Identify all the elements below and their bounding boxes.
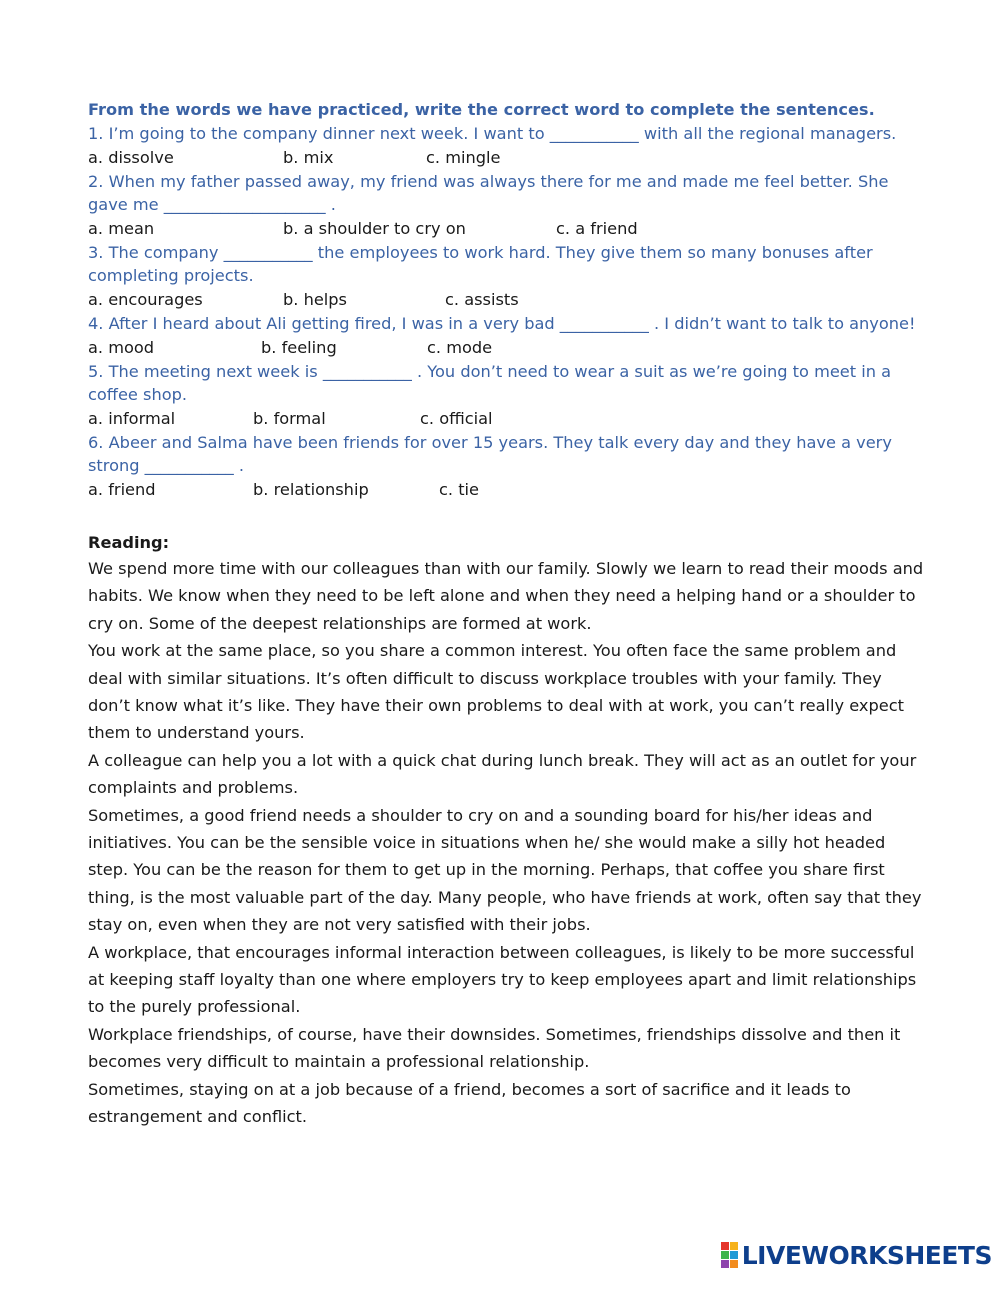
logo-text: LIVEWORKSHEETS	[741, 1240, 992, 1270]
option-c[interactable]: c. tie	[439, 479, 479, 499]
question-4	[88, 312, 928, 360]
option-a[interactable]: a. friend	[88, 479, 156, 499]
answer-options	[88, 217, 928, 241]
option-a[interactable]: a. informal	[88, 408, 176, 428]
question-text: 1. I’m going to the company dinner next week. I want to ___________ with all the regional managers.	[88, 124, 897, 143]
question-text: 5. The meeting next week is ___________ . You don’t need to wear a suit as we’re going to meet in a coffee shop.	[88, 361, 892, 405]
worksheet-page	[88, 98, 928, 1130]
reading-paragraph: A colleague can help you a lot with a quick chat during lunch break. They will act as an outlet for your complaints and problems.	[88, 750, 917, 798]
question-6	[88, 431, 928, 502]
reading-title: Reading:	[88, 532, 170, 552]
reading-paragraph: We spend more time with our colleagues than with our family. Slowly we learn to read their moods and habits. We know when they need to be left alone and when they need a helping hand or a shoulder to cry on. Some of the deepest relationships are formed at work.	[88, 558, 924, 633]
option-c[interactable]: c. mingle	[426, 147, 501, 167]
answer-options	[88, 336, 928, 360]
answer-options	[88, 478, 928, 502]
question-2	[88, 170, 928, 241]
reading-paragraph: Sometimes, staying on at a job because of a friend, becomes a sort of sacrifice and it leads to estrangement and conflict.	[88, 1079, 851, 1127]
option-a[interactable]: a. mood	[88, 337, 155, 357]
reading-passage	[88, 555, 928, 1131]
option-c[interactable]: c. assists	[445, 289, 519, 309]
answer-options	[88, 146, 928, 170]
logo-blocks-icon	[721, 1242, 738, 1268]
question-5	[88, 360, 928, 431]
option-b[interactable]: b. relationship	[253, 479, 369, 499]
answer-options	[88, 288, 928, 312]
reading-paragraph: Sometimes, a good friend needs a shoulder to cry on and a sounding board for his/her ideas and initiatives. You can be the sensible voice in situations when he/ she would make a silly hot headed step. You can be the reason for them to get up in the morning. Perhaps, that coffee you share first thing, is the most valuable part of the day. Many people, who have friends at work, often say that they stay on, even when they are not very satisfied with their jobs.	[88, 805, 922, 935]
option-b[interactable]: b. formal	[253, 408, 326, 428]
answer-options	[88, 407, 928, 431]
reading-paragraph: Workplace friendships, of course, have their downsides. Sometimes, friendships dissolve and then it becomes very difficult to maintain a professional relationship.	[88, 1024, 901, 1072]
option-c[interactable]: c. official	[420, 408, 493, 428]
reading-paragraph: You work at the same place, so you share a common interest. You often face the same problem and deal with similar situations. It’s often difficult to discuss workplace troubles with your family. They don’t know what it’s like. They have their own problems to deal with at work, you can’t really expect them to understand yours.	[88, 641, 904, 743]
option-b[interactable]: b. a shoulder to cry on	[283, 218, 466, 238]
option-b[interactable]: b. helps	[283, 289, 347, 309]
question-text: 3. The company ___________ the employees to work hard. They give them so many bonuses after completing projects.	[88, 242, 873, 286]
exercise-instruction: From the words we have practiced, write the correct word to complete the sentences.	[88, 100, 875, 119]
option-c[interactable]: c. mode	[427, 337, 493, 357]
option-c[interactable]: c. a friend	[556, 218, 638, 238]
option-a[interactable]: a. encourages	[88, 289, 203, 309]
option-b[interactable]: b. mix	[283, 147, 334, 167]
question-1	[88, 122, 928, 170]
option-a[interactable]: a. mean	[88, 218, 155, 238]
question-text: 6. Abeer and Salma have been friends for over 15 years. They talk every day and they have a very strong ___________ .	[88, 432, 892, 476]
liveworksheets-logo	[721, 1241, 992, 1269]
option-b[interactable]: b. feeling	[261, 337, 337, 357]
reading-paragraph: A workplace, that encourages informal interaction between colleagues, is likely to be more successful at keeping staff loyalty than one where employers try to keep employees apart and limit relationships to the purely professional.	[88, 942, 917, 1017]
question-3	[88, 241, 928, 312]
option-a[interactable]: a. dissolve	[88, 147, 174, 167]
question-text: 2. When my father passed away, my friend was always there for me and made me feel better. She gave me ____________________ .	[88, 171, 889, 215]
question-text: 4. After I heard about Ali getting fired, I was in a very bad ___________ . I didn’t want to talk to anyone!	[88, 313, 916, 333]
